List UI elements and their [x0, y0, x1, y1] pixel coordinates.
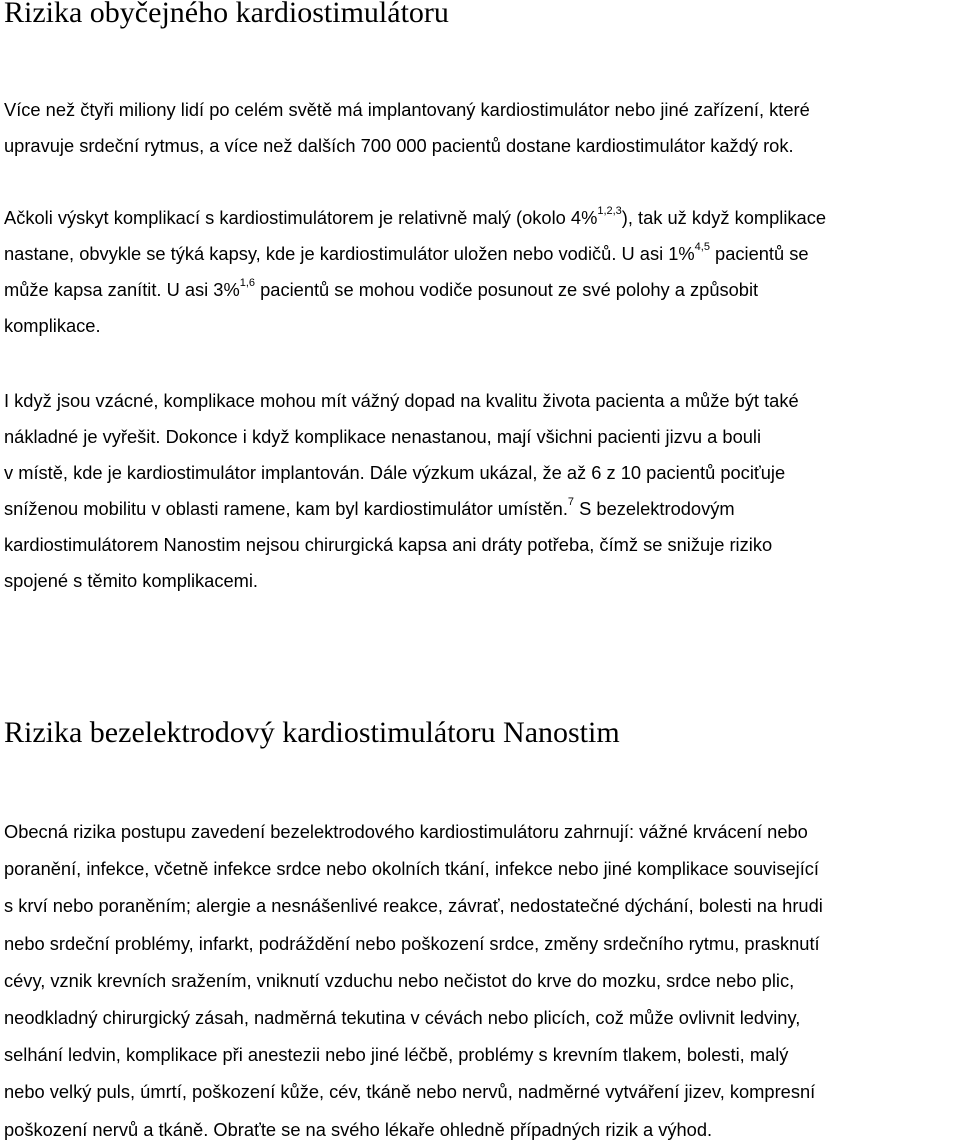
text-segment: pacientů se mohou vodiče posunout ze své polohy a způsobit: [255, 279, 759, 300]
text-line: poškození nervů a tkáně. Obraťte se na svého lékaře ohledně případných rizik a výhod.: [4, 1118, 713, 1140]
paragraph-complication-impact: [4, 383, 956, 599]
text-line: neodkladný chirurgický zásah, nadměrná tekutina v cévách nebo plicích, což může ovlivnit ledviny,: [4, 1006, 801, 1028]
text-segment: ), tak už když komplikace: [621, 207, 827, 228]
reference-superscript: 4,5: [694, 241, 710, 253]
text-line: nákladné je vyřešit. Dokonce i když komplikace nenastanou, mají všichni pacienti jizvu a bouli: [4, 426, 762, 447]
text-line: selhání ledvin, komplikace při anestezii nebo jiné léčbě, problémy s krevním tlakem, bolesti, malý: [4, 1044, 789, 1066]
text-segment: může kapsa zanítit. U asi 3%: [4, 279, 240, 300]
text-line: Více než čtyři miliony lidí po celém světě má implantovaný kardiostimulátor nebo jiné zařízení, které: [4, 99, 810, 120]
text-line: [4, 236, 956, 272]
text-segment: sníženou mobilitu v oblasti ramene, kam byl kardiostimulátor umístěn.: [4, 498, 568, 519]
text-segment: nastane, obvykle se týká kapsy, kde je kardiostimulátor uložen nebo vodičů. U asi 1%: [4, 243, 695, 264]
text-line: nebo srdeční problémy, infarkt, podráždění nebo poškození srdce, změny srdečního rytmu, prasknutí: [4, 932, 820, 954]
paragraph-intro: [4, 92, 956, 164]
text-line: s krví nebo poraněním; alergie a nesnášenlivé reakce, závrať, nedostatečné dýchání, bolesti na hrudi: [4, 895, 823, 917]
reference-superscript: 1,2,3: [597, 205, 622, 217]
text-line: cévy, vznik krevních sražením, vniknutí vzduchu nebo nečistot do krve do mozku, srdce nebo plic,: [4, 969, 795, 991]
text-line: poranění, infekce, včetně infekce srdce nebo okolních tkání, infekce nebo jiné komplikace související: [4, 858, 819, 880]
text-line: upravuje srdeční rytmus, a více než dalších 700 000 pacientů dostane kardiostimulátor každý rok.: [4, 135, 794, 156]
text-segment: S bezelektrodovým: [574, 498, 735, 519]
text-line: kardiostimulátorem Nanostim nejsou chirurgická kapsa ani dráty potřeba, čímž se snižuje riziko: [4, 534, 773, 555]
text-line: komplikace.: [4, 315, 101, 336]
text-line: spojené s těmito komplikacemi.: [4, 570, 259, 591]
text-line: [4, 200, 956, 236]
text-line: [4, 491, 956, 527]
text-segment: pacientů se: [709, 243, 809, 264]
section-heading-nanostim-risks: Rizika bezelektrodový kardiostimulátoru Nanostim: [4, 716, 620, 749]
text-line: v místě, kde je kardiostimulátor implantován. Dále výzkum ukázal, že až 6 z 10 pacientů pociťuje: [4, 462, 786, 483]
reference-superscript: 1,6: [239, 277, 256, 289]
paragraph-complication-rates: [4, 200, 956, 344]
section-heading-ordinary-pacemaker-risks: Rizika obyčejného kardiostimulátoru: [4, 0, 449, 29]
paragraph-general-risks: [4, 813, 956, 1148]
text-line: Obecná rizika postupu zavedení bezelektrodového kardiostimulátoru zahrnují: vážné krvácení nebo: [4, 821, 808, 842]
text-line: [4, 272, 956, 308]
reference-superscript: 7: [567, 496, 575, 508]
text-line: nebo velký puls, úmrtí, poškození kůže, cév, tkáně nebo nervů, nadměrné vytváření jizev, kompresní: [4, 1081, 816, 1103]
text-line: I když jsou vzácné, komplikace mohou mít vážný dopad na kvalitu života pacienta a může být také: [4, 390, 799, 411]
text-segment: Ačkoli výskyt komplikací s kardiostimulátorem je relativně malý (okolo 4%: [4, 207, 598, 228]
